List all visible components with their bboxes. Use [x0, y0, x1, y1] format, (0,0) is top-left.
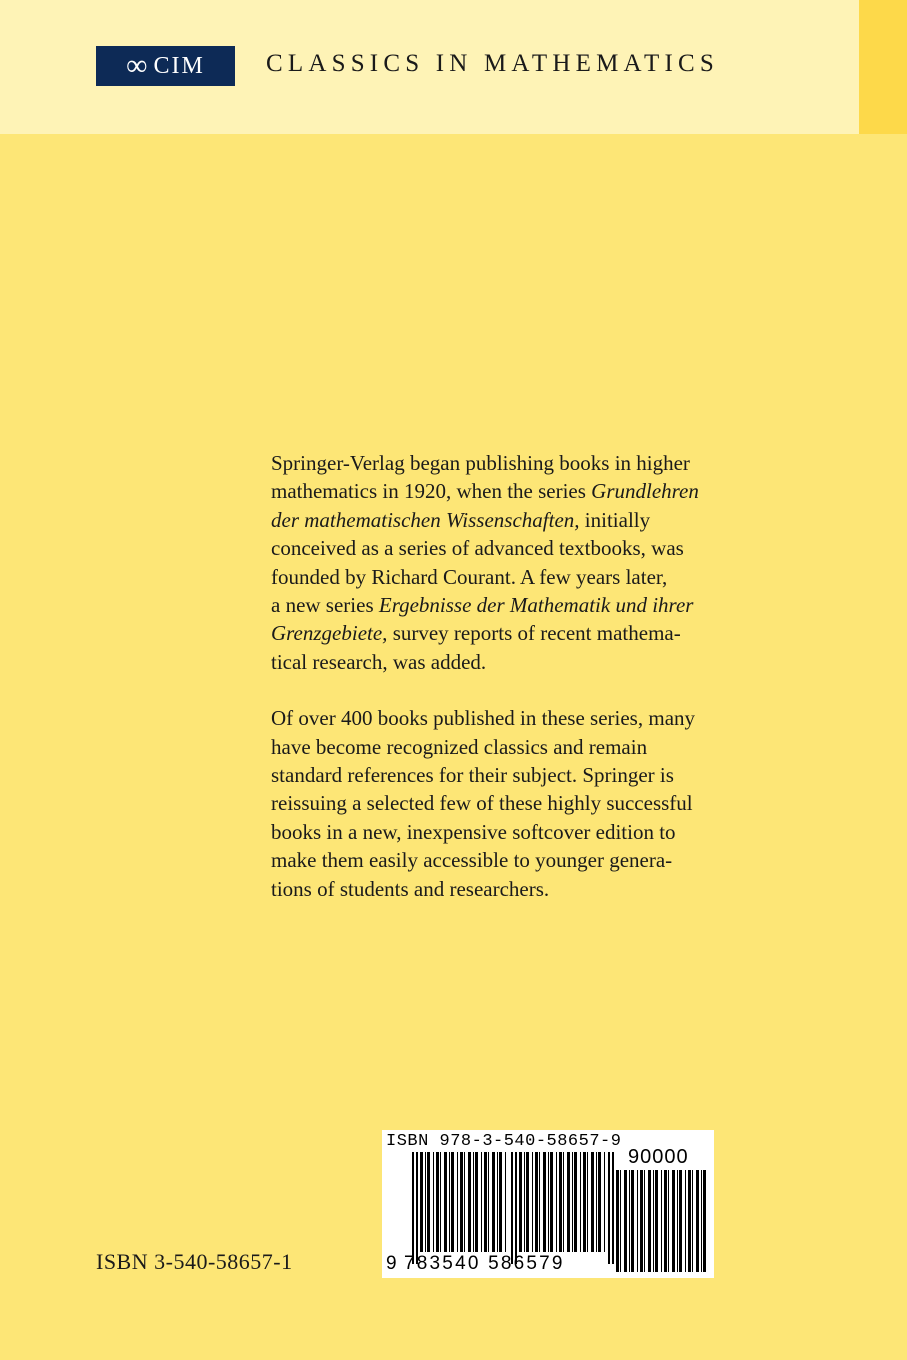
- barcode-bar: [475, 1152, 478, 1252]
- barcode-bar: [640, 1170, 643, 1272]
- infinity-icon: ∞: [126, 49, 150, 82]
- barcode-bar: [563, 1152, 564, 1252]
- barcode-bar: [631, 1170, 634, 1272]
- blurb-text: standard references for their subject. Springer is: [271, 763, 674, 788]
- barcode-isbn13: ISBN 978-3-540-58657-9: [386, 1132, 622, 1151]
- barcode-bar: [427, 1152, 430, 1252]
- blurb-text: conceived as a series of advanced textbooks, was: [271, 536, 684, 561]
- barcode-bar: [637, 1170, 638, 1272]
- barcode-bar: [436, 1152, 439, 1252]
- barcode-guard-bar: [515, 1152, 517, 1264]
- blurb-text: initially: [579, 507, 651, 532]
- logo-text: CIM: [153, 52, 205, 79]
- barcode-bar: [497, 1152, 498, 1252]
- spine-strip: [859, 0, 907, 134]
- barcode-bar: [425, 1152, 426, 1252]
- barcode-bar: [685, 1170, 686, 1272]
- barcode-bar: [481, 1152, 482, 1252]
- barcode-bar: [696, 1170, 699, 1272]
- barcode-bar: [532, 1152, 533, 1252]
- barcode-bar: [624, 1170, 627, 1272]
- blurb-line: [271, 789, 771, 817]
- series-name-text: Grundlehren: [591, 479, 699, 504]
- blurb-line: [271, 563, 771, 591]
- barcode-guard-bar: [416, 1152, 418, 1264]
- barcode-bar: [664, 1170, 667, 1272]
- barcode-bar: [550, 1152, 553, 1252]
- blurb-text: books in a new, inexpensive softcover edition to: [271, 819, 676, 844]
- barcode-bar: [488, 1152, 489, 1252]
- blurb-line: [271, 591, 771, 619]
- barcode-bar: [583, 1152, 586, 1252]
- blurb-line: [271, 733, 771, 761]
- barcode-bar: [499, 1152, 502, 1252]
- barcode-bar: [587, 1152, 588, 1252]
- barcode-bar: [655, 1170, 658, 1272]
- barcode-bar: [580, 1152, 581, 1252]
- blurb-line: [271, 648, 771, 676]
- barcode-bar: [543, 1152, 546, 1252]
- barcode-bar: [524, 1152, 525, 1252]
- back-cover-blurb: [271, 449, 771, 903]
- barcode-bar: [559, 1152, 562, 1252]
- barcode-bar: [444, 1152, 447, 1252]
- barcode-price-code: 90000: [628, 1146, 689, 1168]
- blurb-line: [271, 704, 771, 732]
- barcode-bar: [535, 1152, 538, 1252]
- series-name-text: der mathematischen Wissenschaften,: [271, 507, 580, 532]
- barcode-guard-bar: [511, 1152, 513, 1264]
- barcode-bar: [484, 1152, 487, 1252]
- blurb-paragraph-2: [271, 704, 771, 903]
- barcode-bar: [556, 1152, 557, 1252]
- barcode-bar: [468, 1152, 471, 1252]
- barcode-ean-lead: 9: [386, 1253, 397, 1274]
- barcode-bar: [473, 1152, 474, 1252]
- series-name-text: Ergebnisse der Mathematik und ihrer: [378, 593, 694, 618]
- blurb-line: [271, 449, 771, 477]
- series-title: CLASSICS IN MATHEMATICS: [266, 50, 719, 77]
- blurb-text: survey reports of recent mathema-: [387, 621, 681, 646]
- barcode-bar: [653, 1170, 654, 1272]
- barcode-bar: [598, 1152, 601, 1252]
- blurb-line: [271, 761, 771, 789]
- blurb-line: [271, 818, 771, 846]
- barcode-guard-bar: [612, 1152, 614, 1264]
- barcode-bar: [457, 1152, 458, 1252]
- barcode-bar: [449, 1152, 450, 1252]
- barcode-guard-bar: [608, 1152, 610, 1264]
- cim-logo: [96, 46, 235, 86]
- barcode-bar: [567, 1152, 570, 1252]
- blurb-line: [271, 619, 771, 647]
- barcode-bar: [604, 1152, 605, 1252]
- barcode-bar: [616, 1170, 619, 1272]
- barcode-ean-digits: 783540 586579: [404, 1253, 565, 1274]
- blurb-text: founded by Richard Courant. A few years later,: [271, 564, 668, 589]
- barcode-bar: [703, 1170, 706, 1272]
- blurb-line: [271, 875, 771, 903]
- blurb-text: Springer-Verlag began publishing books in higher: [271, 451, 690, 475]
- blurb-line: [271, 506, 771, 534]
- barcode: [382, 1130, 714, 1278]
- barcode-bar: [548, 1152, 549, 1252]
- blurb-text: Of over 400 books published in these series, many: [271, 706, 696, 731]
- barcode-bar: [648, 1170, 651, 1272]
- blurb-text: have become recognized classics and remain: [271, 734, 648, 759]
- barcode-bar: [492, 1152, 495, 1252]
- blurb-text: reissuing a selected few of these highly successful: [271, 791, 693, 816]
- barcode-bar: [440, 1152, 441, 1252]
- barcode-bar: [451, 1152, 454, 1252]
- barcode-bar: [526, 1152, 529, 1252]
- barcode-bar: [688, 1170, 691, 1272]
- blurb-text: make them easily accessible to younger genera-: [271, 848, 673, 873]
- barcode-bar: [677, 1170, 678, 1272]
- barcode-bar: [505, 1152, 506, 1252]
- barcode-bar: [574, 1152, 577, 1252]
- barcode-bar: [596, 1152, 597, 1252]
- barcode-bar: [420, 1152, 423, 1252]
- series-name-text: Grenzgebiete,: [271, 621, 388, 646]
- blurb-paragraph-1: [271, 449, 771, 676]
- blurb-line: [271, 846, 771, 874]
- barcode-bar: [701, 1170, 702, 1272]
- barcode-bar: [464, 1152, 465, 1252]
- barcode-bar: [679, 1170, 682, 1272]
- barcode-bar: [692, 1170, 693, 1272]
- barcode-bar: [629, 1170, 630, 1272]
- barcode-guard-bar: [412, 1152, 414, 1264]
- barcode-bar: [591, 1152, 594, 1252]
- barcode-bar: [539, 1152, 540, 1252]
- barcode-bar: [644, 1170, 645, 1272]
- barcode-bar: [433, 1152, 434, 1252]
- blurb-text: a new series: [271, 593, 379, 618]
- barcode-bar: [672, 1170, 675, 1272]
- blurb-text: tical research, was added.: [271, 649, 487, 674]
- blurb-text: mathematics in 1920, when the series: [271, 479, 592, 504]
- blurb-line: [271, 534, 771, 562]
- isbn-label: ISBN 3-540-58657-1: [96, 1249, 293, 1274]
- barcode-bar: [460, 1152, 463, 1252]
- barcode-bar: [620, 1170, 621, 1272]
- barcode-bar: [572, 1152, 573, 1252]
- blurb-line: [271, 477, 771, 505]
- blurb-text: tions of students and researchers.: [271, 876, 550, 901]
- barcode-bar: [668, 1170, 669, 1272]
- barcode-bar: [661, 1170, 662, 1272]
- barcode-bar: [519, 1152, 522, 1252]
